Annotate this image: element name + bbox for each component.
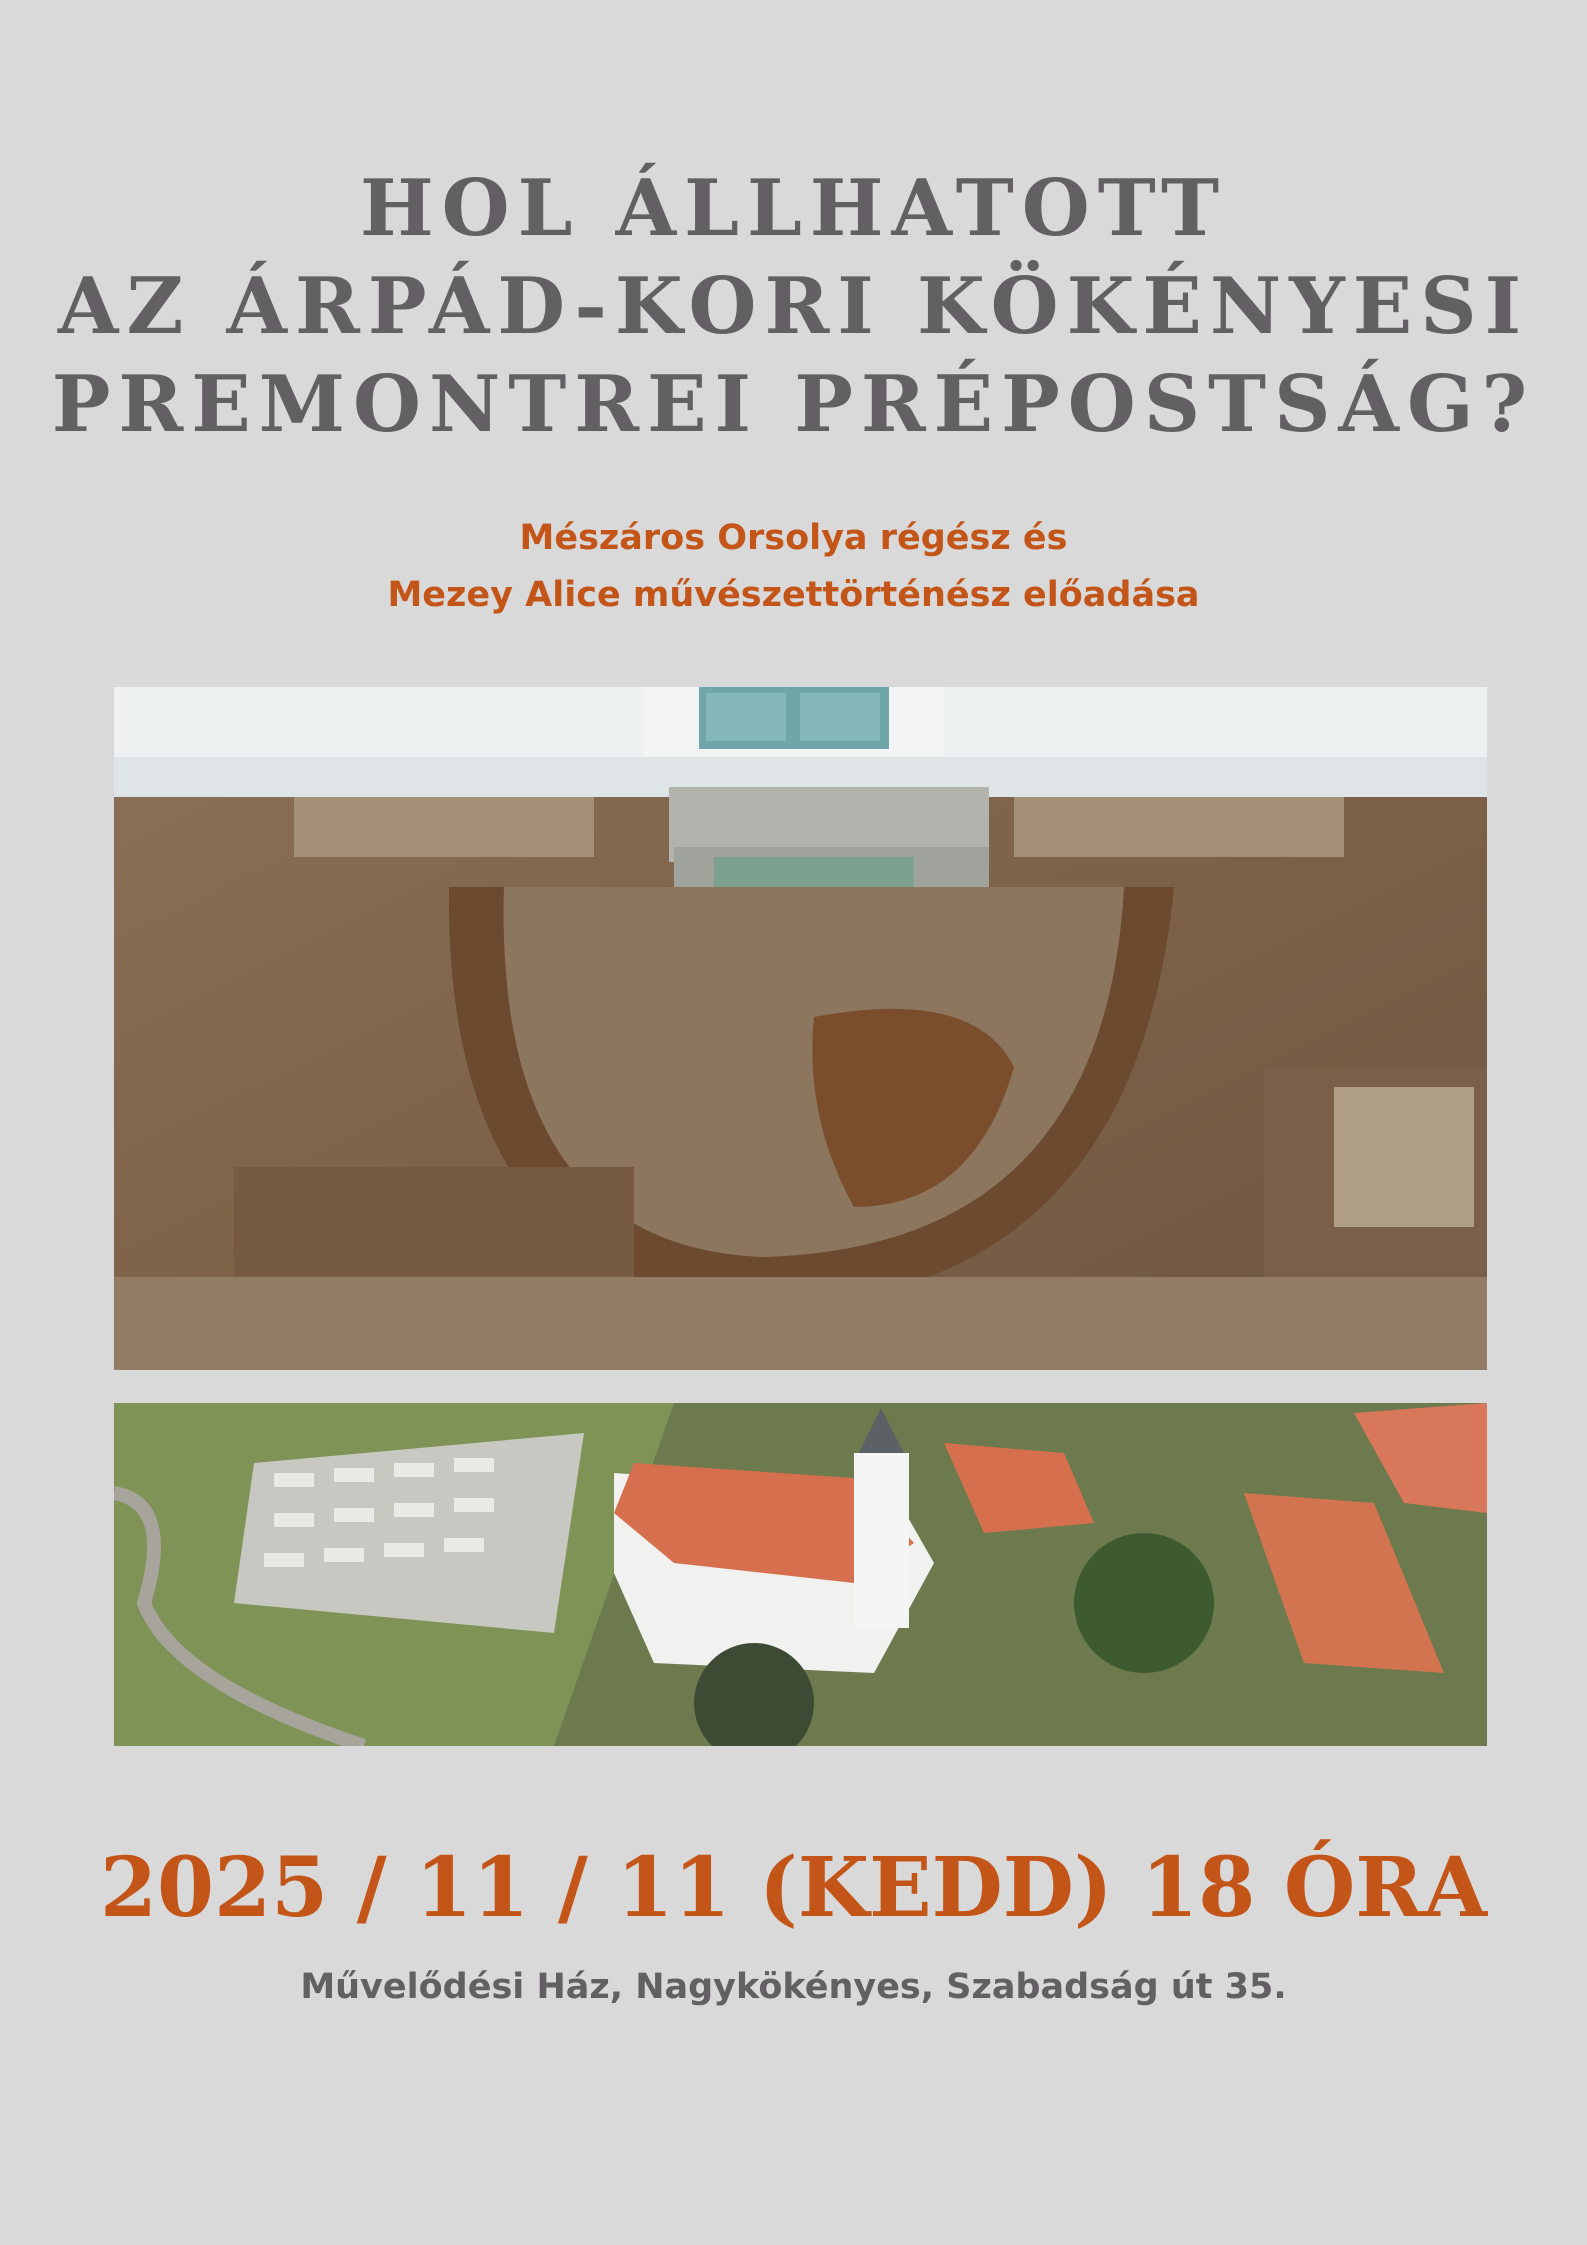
title-line-1: HOL ÁLLHATOTT	[359, 163, 1228, 254]
speakers-line-2: Mezey Alice művészettörténész előadása	[387, 575, 1200, 615]
title-line-2: AZ ÁRPÁD-KORI KÖKÉNYESI	[57, 261, 1530, 352]
poster-title	[0, 160, 1587, 454]
speakers	[0, 510, 1587, 624]
speakers-line-1: Mészáros Orsolya régész és	[519, 518, 1068, 558]
aerial-village-photo	[114, 1403, 1487, 1746]
excavation-photo	[114, 687, 1487, 1370]
event-datetime: 2025 / 11 / 11 (KEDD) 18 ÓRA	[99, 1840, 1488, 1936]
title-line-3: PREMONTREI PRÉPOSTSÁG?	[51, 359, 1536, 450]
event-venue: Művelődési Ház, Nagykökényes, Szabadság út 35.	[300, 1967, 1287, 2007]
